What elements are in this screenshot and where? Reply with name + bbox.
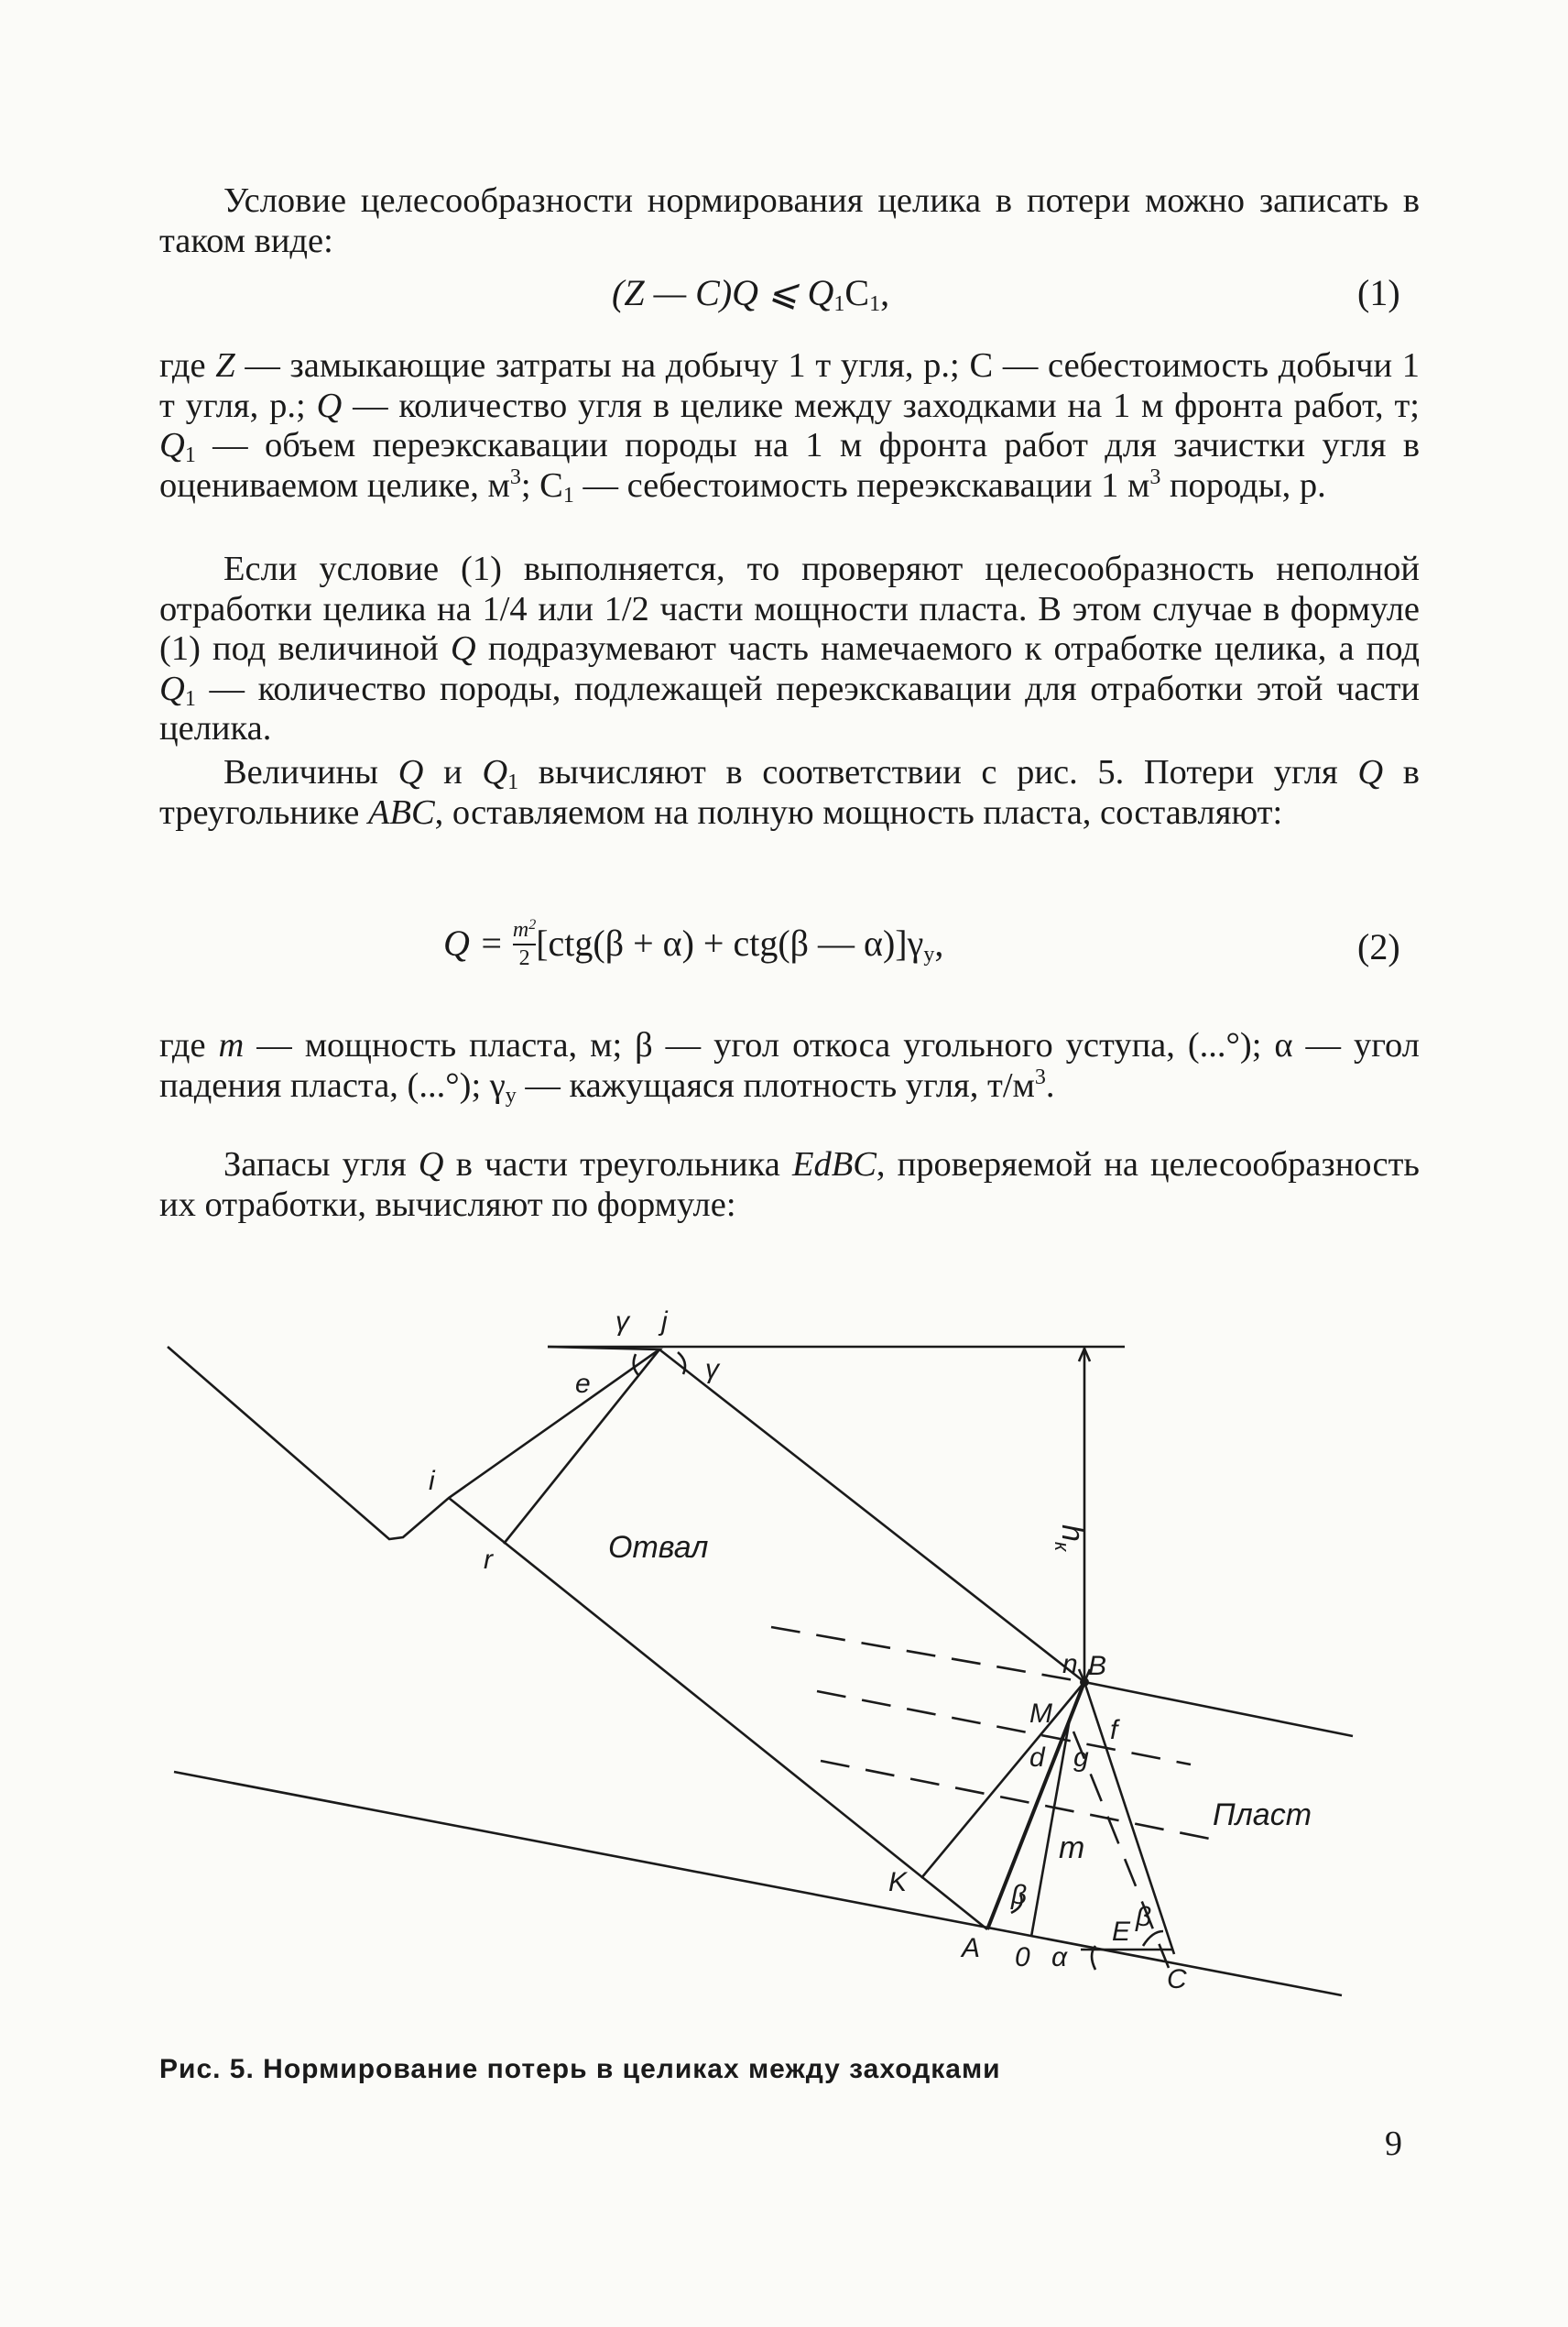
label-f: f — [1110, 1715, 1118, 1745]
paragraph-4 — [159, 753, 1420, 833]
label-e-upper: E — [1112, 1917, 1131, 1947]
p2-s3: — количество угля в целике между заходками на 1 м фронта работ, т; — [342, 386, 1421, 425]
seam-top-line — [1084, 1682, 1353, 1736]
p3-q1: Q — [159, 669, 185, 708]
figure-caption: Рис. 5. Нормирование потерь в целиках между заходками — [159, 2054, 1001, 2084]
label-j: j — [661, 1306, 668, 1337]
p2-sup3b: 3 — [1149, 464, 1161, 489]
label-beta-right: β — [1136, 1902, 1152, 1932]
p2-sup3a: 3 — [509, 464, 521, 489]
label-r: r — [484, 1545, 493, 1575]
dashed-line-2 — [817, 1691, 1191, 1764]
p5-s4: . — [1045, 1065, 1055, 1105]
p5-sup3: 3 — [1034, 1065, 1046, 1089]
label-c: C — [1167, 1964, 1187, 1994]
eq2-rhs: [ctg(β + α) + ctg(β — α)]γ — [536, 923, 924, 965]
equation-2 — [443, 917, 944, 973]
label-n: n — [1062, 1649, 1078, 1679]
p3-s1: Если условие (1) выполняется, то проверяют целесообразность неполной отработки целика на 1/4 или 1/2 части мощности пласта. В этом случае в формуле (1) под величиной — [159, 550, 1420, 668]
p2-q1: Q — [159, 426, 185, 464]
equation-2-number: (2) — [1357, 926, 1400, 967]
dashed-line-1 — [771, 1627, 1084, 1682]
label-beta-left: β — [1011, 1880, 1028, 1910]
label-seam: Пласт — [1213, 1797, 1312, 1832]
label-i: i — [429, 1466, 435, 1496]
p3-q: Q — [450, 629, 476, 668]
eq2-tail: , — [934, 923, 944, 965]
equation-1 — [612, 271, 889, 314]
label-hk-sub: к — [1051, 1541, 1073, 1552]
p2-s5: ; С — [520, 465, 563, 505]
p2-s1: где — [159, 346, 216, 385]
paragraph-2 — [159, 346, 1420, 506]
label-dump: Отвал — [608, 1530, 709, 1565]
equation-1-number: (1) — [1357, 272, 1400, 313]
label-k: K — [888, 1867, 908, 1897]
paragraph-1-text: Условие целесообразности нормирования целика в потери можно записать в таком виде: — [159, 181, 1420, 260]
p6-s1: Запасы угля — [223, 1145, 419, 1184]
p4-s3: вычисляют в соответствии с рис. 5. Потери угля — [518, 753, 1358, 792]
figure-diagram — [137, 1283, 1429, 2034]
p4-s2: и — [423, 753, 483, 792]
p2-s6: — себестоимость переэкскавации 1 м — [573, 465, 1150, 505]
p6-s2: в части треугольника — [443, 1145, 792, 1184]
eq1-mid: C — [844, 272, 870, 313]
p3-s3: — количество породы, подлежащей переэкскавации для отработки этой части целика. — [159, 669, 1420, 748]
label-e: e — [575, 1369, 591, 1399]
p5-m: m — [218, 1026, 245, 1065]
label-gamma-left: γ — [615, 1306, 629, 1337]
label-hk-main: h — [1055, 1524, 1090, 1542]
page-number: 9 — [1385, 2125, 1402, 2163]
p4-q: Q — [397, 753, 424, 792]
dashed-line-3 — [821, 1761, 1224, 1841]
p2-z: Z — [215, 346, 235, 385]
paragraph-6 — [159, 1145, 1420, 1225]
slope-line-i-a — [449, 1498, 987, 1929]
eq1-lhs: (Z — C)Q ⩽ Q — [612, 272, 834, 313]
p2-s2: — замыкающие затраты на добычу 1 т угля, р.; С — себестоимость добычи 1 т угля, р.; — [159, 346, 1420, 425]
p2-c1-sub: 1 — [562, 483, 574, 508]
p4-q2: Q — [1357, 753, 1384, 792]
label-alpha: α — [1051, 1942, 1068, 1972]
eq2-rhs-sub: у — [923, 943, 935, 967]
p5-s3: — кажущаяся плотность угля, т/м — [516, 1065, 1035, 1105]
p2-q: Q — [316, 386, 343, 425]
p6-s3: , проверяемой на целесообразность их отработки, вычисляют по формуле: — [159, 1145, 1420, 1224]
label-g: g — [1073, 1743, 1089, 1773]
eq2-num-sup: 2 — [528, 917, 537, 933]
line-b-c — [1084, 1682, 1174, 1954]
eq2-den: 2 — [518, 946, 530, 970]
label-m: m — [1059, 1830, 1085, 1865]
p4-s4: в треугольнике — [159, 753, 1420, 832]
p4-q1: Q — [482, 753, 508, 792]
p6-edbc: EdBC — [791, 1145, 877, 1184]
label-b: B — [1088, 1651, 1107, 1681]
label-a: A — [962, 1933, 981, 1963]
p4-q1-sub: 1 — [507, 770, 519, 794]
dump-slope-line — [659, 1349, 1084, 1682]
eq2-lhs: Q = — [443, 923, 504, 965]
label-d: d — [1029, 1743, 1045, 1773]
label-o: 0 — [1015, 1942, 1030, 1972]
paragraph-3 — [159, 550, 1420, 749]
p3-s2: подразумевают часть намечаемого к отработке целика, а под — [475, 629, 1420, 668]
eq2-fraction — [513, 918, 536, 969]
p4-s5: , оставляемом на полную мощность пласта, составляют: — [434, 792, 1283, 832]
p2-s4: — объем переэкскавации породы на 1 м фронта работ для зачистки угля в оцениваемом целике, м — [159, 426, 1420, 505]
label-m-upper: M — [1029, 1699, 1052, 1729]
p2-q1-sub: 1 — [184, 443, 196, 467]
eq1-tail: , — [880, 272, 890, 313]
label-gamma-right: γ — [705, 1354, 719, 1384]
eq2-num: m — [512, 918, 529, 942]
p5-s2: — мощность пласта, м; β — угол откоса угольного уступа, (...°); α — угол падения пласта, (...°); γ — [159, 1026, 1420, 1105]
p2-s7: породы, р. — [1160, 465, 1326, 505]
p5-y-sub: у — [505, 1083, 517, 1108]
p5-s1: где — [159, 1026, 219, 1065]
p3-q1-sub: 1 — [184, 686, 196, 711]
eq1-sub1: 1 — [833, 292, 845, 316]
paragraph-1 — [159, 181, 1420, 261]
p6-q: Q — [418, 1145, 444, 1184]
paragraph-5 — [159, 1026, 1420, 1106]
figure-5 — [137, 1283, 1429, 2034]
p4-s1: Величины — [223, 753, 398, 792]
eq1-sub2: 1 — [869, 292, 881, 316]
p4-abc: ABC — [367, 792, 435, 832]
